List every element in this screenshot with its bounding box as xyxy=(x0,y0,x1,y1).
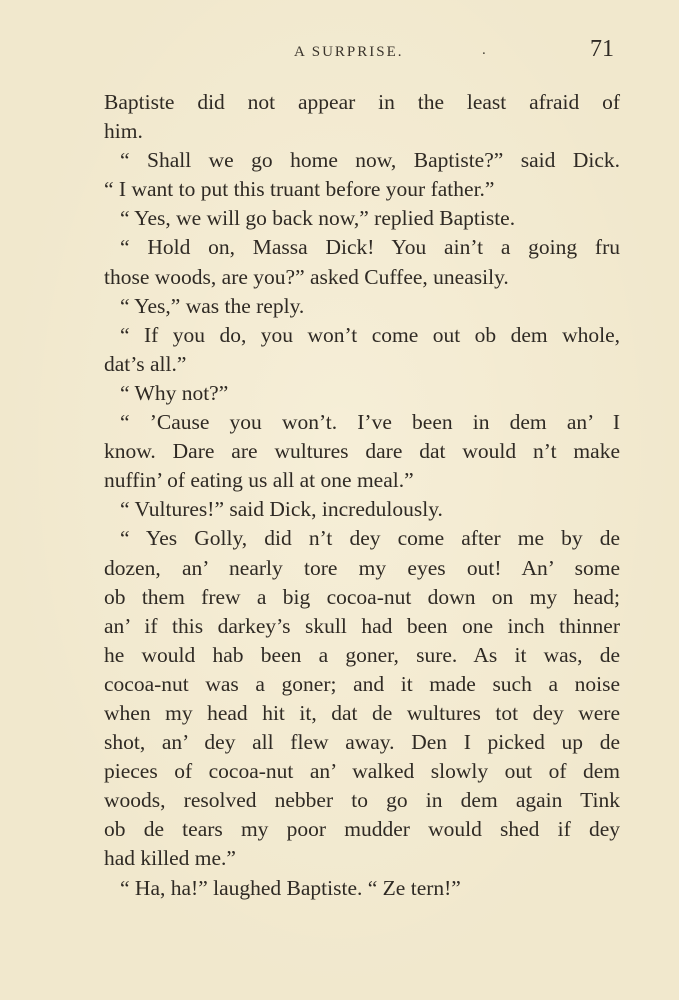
text-line: “ ’Cause you won’t. I’ve been in dem an’ I xyxy=(120,410,620,435)
text-line: shot, an’ dey all flew away. Den I picked up de xyxy=(104,730,620,755)
text-line: “ Yes,” was the reply. xyxy=(120,293,305,318)
text-line: ob de tears my poor mudder would shed if dey xyxy=(104,817,620,842)
text-line: nuffin’ of eating us all at one meal.” xyxy=(104,468,414,493)
text-line: dozen, an’ nearly tore my eyes out! An’ some xyxy=(104,555,620,580)
text-line: ob them frew a big cocoa-nut down on my head; xyxy=(104,584,620,609)
text-line: he would hab been a goner, sure. As it was, de xyxy=(104,642,620,667)
text-line: pieces of cocoa-nut an’ walked slowly out of dem xyxy=(104,759,620,784)
text-line: “ Shall we go home now, Baptiste?” said Dick. xyxy=(120,148,620,173)
text-line: “ Vultures!” said Dick, incredulously. xyxy=(120,497,443,522)
text-line: “ I want to put this truant before your father.” xyxy=(104,177,495,202)
header-dot: . xyxy=(482,42,486,58)
text-line: him. xyxy=(104,119,143,144)
running-title: A SURPRISE. xyxy=(294,44,404,60)
text-line: those woods, are you?” asked Cuffee, uneasily. xyxy=(104,264,509,289)
text-line: “ Why not?” xyxy=(120,380,229,405)
text-line: “ Yes Golly, did n’t dey come after me by de xyxy=(120,526,620,551)
page-number: 71 xyxy=(590,36,614,62)
text-line: Baptiste did not appear in the least afraid of xyxy=(104,90,620,114)
text-line: cocoa-nut was a goner; and it made such a noise xyxy=(104,671,620,696)
text-line: “ If you do, you won’t come out ob dem whole, xyxy=(120,322,620,347)
text-line: know. Dare are wultures dare dat would n’t make xyxy=(104,439,620,464)
text-line: “ Ha, ha!” laughed Baptiste. “ Ze tern!” xyxy=(120,875,461,900)
body-text xyxy=(104,88,620,903)
text-line: “ Yes, we will go back now,” replied Baptiste. xyxy=(120,206,516,231)
text-line: had killed me.” xyxy=(104,846,236,871)
text-line: dat’s all.” xyxy=(104,351,187,376)
running-head xyxy=(0,36,679,66)
text-line: “ Hold on, Massa Dick! You ain’t a going fru xyxy=(120,235,620,260)
text-line: when my head hit it, dat de wultures tot dey were xyxy=(104,700,620,725)
text-line: an’ if this darkey’s skull had been one inch thinner xyxy=(104,613,620,638)
text-line: woods, resolved nebber to go in dem again Tink xyxy=(104,788,620,813)
